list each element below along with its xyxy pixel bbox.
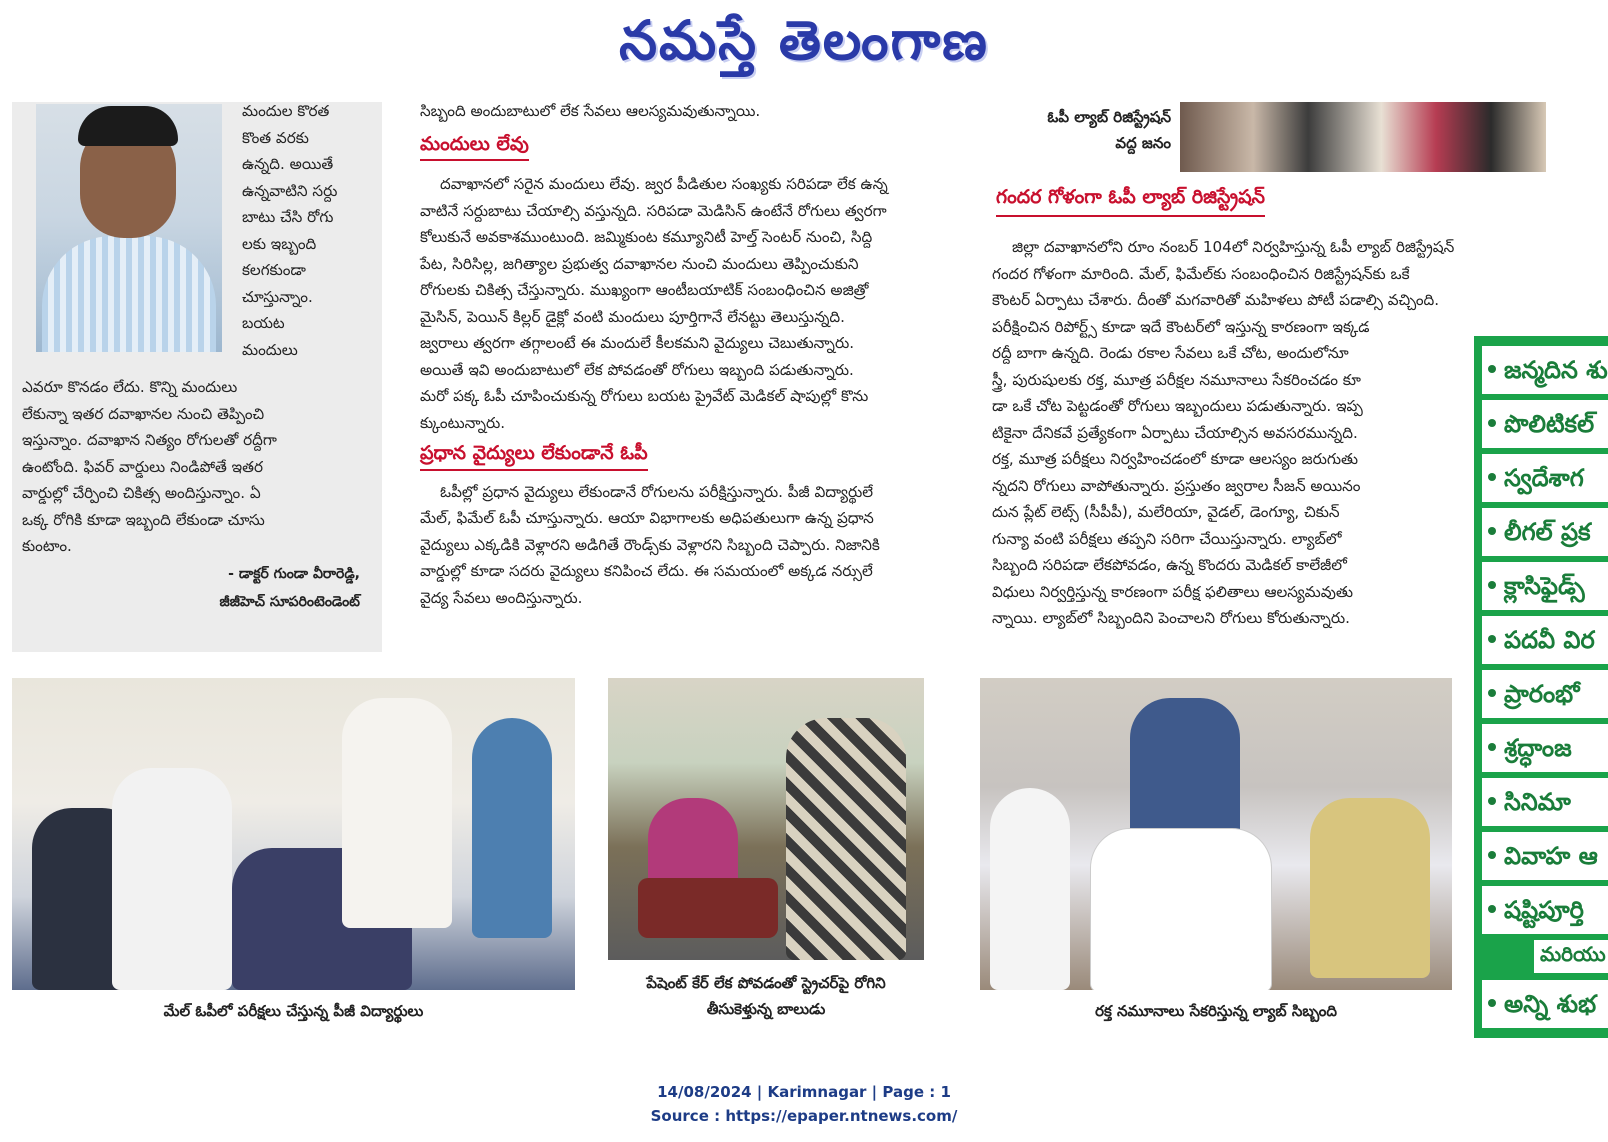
heading-lab-registration: గందర గోళంగా ఓపీ ల్యాబ్ రిజిస్ట్రేషన్ [996,186,1265,217]
para-op: ఓపీల్లో ప్రధాన వైద్యులు లేకుండానే రోగులను పరీక్షిస్తున్నారు. పీజీ విద్యార్థులే మేల్, ఫిమేల్ ఓపీ చూస్తున్నారు. ఆయా విభాగాలకు అధిపతులుగా ఉన్న ప్రధాన వైద్యులు ఎక్కడికి వెళ్లారని అడిగితే రౌండ్స్‌కు వెళ్లారని సిబ్బంది చెప్పారు. నిజానికి వార్డుల్లో కూడా సదరు వైద్యులు కనిపించ లేదు. ఈ సమయంలో అక్కడ నర్సులే వైద్య సేవలు అందిస్తున్నారు. [420,482,880,607]
caption-pic3: రక్త నమూనాలు సేకరిస్తున్న ల్యాబ్ సిబ్బంది [1095,1002,1337,1020]
signature-name: - డాక్టర్ గుండా వీరారెడ్డి, [228,566,360,582]
sidebar-item-all-occasions: అన్ని శుభ [1482,980,1608,1028]
sidebar-item-shashtipurthi: షష్టిపూర్తి [1482,886,1608,934]
registration-crowd-photo [1180,102,1546,172]
sidebar-item-legal: లీగల్ ప్రక [1482,508,1608,556]
photo-caption-registration: ఓపీ ల్యాబ్ రిజిస్ట్రేషన్ వద్ద జనం [1047,108,1171,152]
quote-signature [150,560,360,616]
right-heading-wrap [996,186,1265,217]
caption-pic1: మేల్ ఓపీలో పరీక్షలు చేస్తున్న పీజీ విద్యార్థులు [163,1002,424,1020]
sidebar-item-inauguration: ప్రారంభో [1482,670,1608,718]
middle-column [420,98,968,611]
footer-source: Source : https://epaper.ntnews.com/ [650,1107,958,1125]
sidebar-item-cinema: సినిమా [1482,778,1608,826]
sidebar-item-birthday: జన్మదిన శు [1482,346,1608,394]
right-column-text: జిల్లా దవాఖానలోని రూం నంబర్ 104లో నిర్వహిస్తున్న ఓపీ ల్యాబ్ రిజిస్ట్రేషన్ గందర గోళంగా మారింది. మేల్, ఫిమేల్‌కు సంబంధించిన రిజిస్ట్రేషన్‌కు ఒకే కౌంటర్ ఏర్పాటు చేశారు. దీంతో మగవారితో మహిళలు పోటీ పడాల్సి వచ్చింది. పరీక్షించిన రిపోర్ట్స్ కూడా ఇదే కౌంటర్‌లో ఇస్తున్న కారణంగా ఇక్కడ రద్దీ బాగా ఉన్నది. రెండు రకాల సేవలు ఒకే చోట, అందులోనూ స్త్రీ, పురుషులకు రక్త, మూత్ర పరీక్షల నమూనాలు సేకరించడం కూ డా ఒకే చోట పెట్టడంతో రోగులు ఇబ్బందులు పడుతున్నారు. ఇప్ప టికైనా దేనికవే ప్రత్యేకంగా ఏర్పాటు చేయాల్సిన అవసరమున్నది. రక్త, మూత్ర పరీక్షలు నిర్వహించడంలో కూడా ఆలస్యం జరుగుతు న్నదని రోగులు వాపోతున్నారు. ప్రస్తుతం జ్వరాల సీజన్ అయినం దున ప్లేట్ లెట్స్ (సీపీపీ), మలేరియా, వైడల్, డెంగ్యూ, చికున్ గున్యా వంటి పరీక్షలు తప్పని సరిగా చేయిస్తున్నారు. ల్యాబ్‌లో సిబ్బంది సరిపడా లేకపోవడం, ఉన్న కొందరు మెడికల్ కాలేజీలో విధులు నిర్వర్తిస్తున్న కారణంగా పరీక్ష ఫలితాలు ఆలస్యమవుతు న్నాయి. ల్యాబ్‌లో సిబ్బందిని పెంచాలని రోగులు కోరుతున్నారు. [992,238,1455,627]
quote-text-narrow: మందుల కొరత కొంత వరకు ఉన్నది. అయితే ఉన్నవాటిని సర్దు బాటు చేసి రోగు లకు ఇబ్బంది కలగకుండా చూస్తున్నాం. బయట మందులు [242,102,338,359]
portrait-shirt [42,236,216,352]
signature-title: జీజీహెచ్ సూపరింటెండెంట్ [219,594,360,610]
photo-pg-students-op [12,678,575,990]
heading-op-without-doctors: ప్రధాన వైద్యులు లేకుండానే ఓపీ [420,440,648,471]
page-footer [0,1080,1608,1128]
para-medicines: దవాఖానలో సరైన మందులు లేవు. జ్వర పీడితుల సంఖ్యకు సరిపడా లేక ఉన్న వాటినే సర్దుబాటు చేయాల్సి వస్తున్నది. సరిపడా మెడిసిన్ ఉంటేనే రోగులు త్వరగా కోలుకునే అవకాశముంటుంది. జమ్మికుంట కమ్యూనిటీ హెల్త్ సెంటర్ నుంచి, సిద్ది పేట, సిరిసిల్ల, జగిత్యాల ప్రభుత్వ దవాఖానల నుంచి మందులు తెప్పించుకుని రోగులకు చికిత్స చేస్తున్నారు. ముఖ్యంగా ఆంటీబయాటిక్ సంబంధించిన అజిత్రో మైసిన్, పెయిన్ కిల్లర్ డైక్లో వంటి మందులు పూర్తిగానే లేనట్టు తెలుస్తున్నది. జ్వరాలు త్వరగా తగ్గాలంటే ఈ మందులే కీలకమని వైద్యులు చెబుతున్నారు. అయితే ఇవి అందుబాటులో లేక పోవడంతో రోగులు ఇబ్బంది పడుతున్నారు. మరో పక్క ఓపీ చూపించుకున్న రోగులు బయట ప్రైవేట్ మెడికల్ షాపుల్లో కొను క్కుంటున్నారు. [420,175,888,432]
heading-no-medicines: మందులు లేవు [420,131,529,162]
photo-lab-blood-samples [980,678,1452,990]
quote-text-wide: ఎవరూ కొనడం లేదు. కొన్ని మందులు లేకున్నా ఇతర దవాఖానల నుంచి తెప్పించి ఇస్తున్నాం. దవాఖాన నిత్యం రోగులతో రద్దీగా ఉంటోంది. ఫివర్ వార్డులు నిండిపోతే ఇతర వార్డుల్లో చేర్పించి చికిత్స అందిస్తున్నాం. ఏ ఒక్క రోగికి కూడా ఇబ్బంది లేకుండా చూసు కుంటాం. [22,378,277,555]
intro-line: సిబ్బంది అందుబాటులో లేక సేవలు ఆలస్యమవుతున్నాయి. [420,102,761,120]
portrait-hair [78,106,178,146]
masthead-logo: నమస్తే తెలంగాణ [619,8,989,72]
photo-boy-stretcher [608,678,924,960]
sidebar-item-retirement: పదవీ విర [1482,616,1608,664]
footer-date-edition: 14/08/2024 | Karimnagar | Page : 1 [657,1083,951,1101]
sidebar-item-political: పొలిటికల్ [1482,400,1608,448]
caption-pic2: పేషెంట్ కేర్ లేక పోవడంతో స్ట్రెచర్‌పై రోగిని తీసుకెళ్తున్న బాలుడు [646,974,886,1018]
sidebar-item-classifieds: క్లాసిఫైడ్స్ [1482,562,1608,610]
sidebar-item-homecoming: స్వదేశాగ [1482,454,1608,502]
classifieds-sidebar [1474,336,1608,1038]
sidebar-conjunction: మరియు [1534,940,1608,973]
sidebar-item-marriage: వివాహ ఆ [1482,832,1608,880]
sidebar-item-tribute: శ్రద్ధాంజ [1482,724,1608,772]
